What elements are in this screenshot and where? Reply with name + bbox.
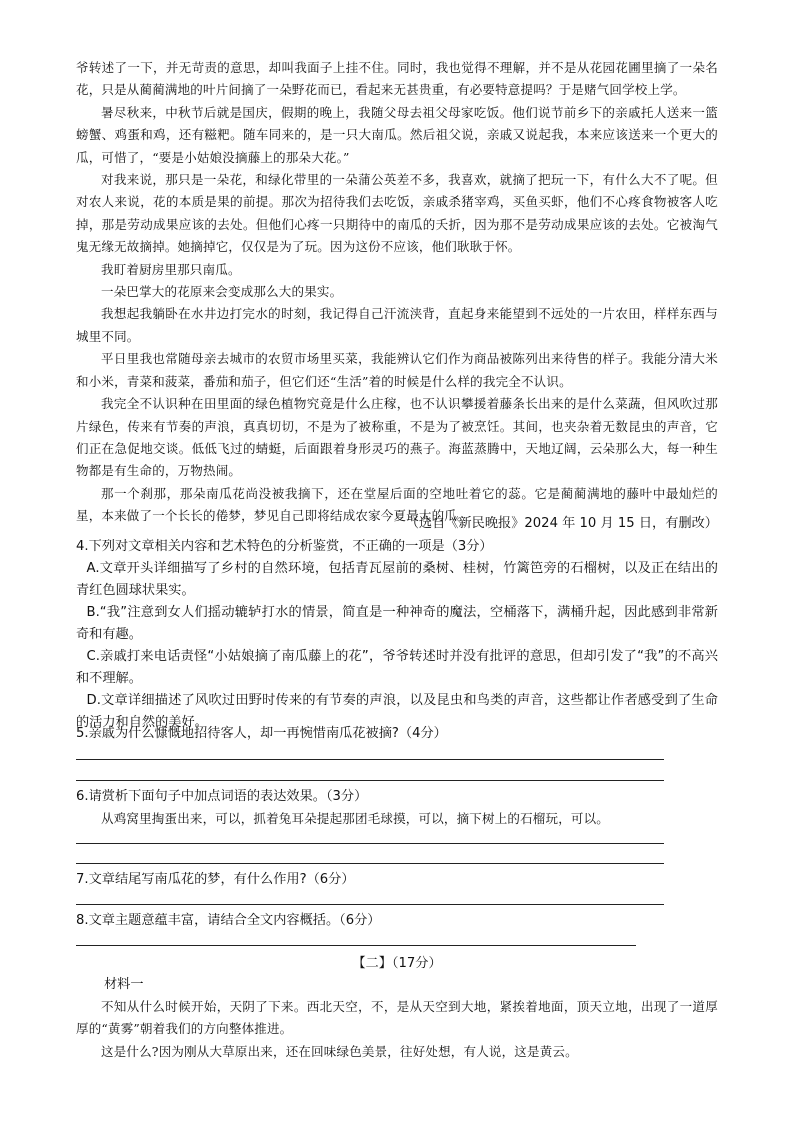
option-b: B.“我”注意到女人们摇动辘轳打水的情景，简直是一种神奇的魔法，空桶落下，满桶升起，因此感到非常新奇和有趣。 bbox=[76, 605, 718, 642]
question-6: 6.请赏析下面句子中加点词语的表达效果。（3分） bbox=[76, 789, 368, 804]
question-6-sentence: 从鸡窝里掏蛋出来，可以，抓着兔耳朵提起那团毛球摸，可以，摘下树上的石榴玩，可以。 bbox=[101, 811, 610, 826]
story-paragraph: 爷转述了一下，并无苛责的意思，却叫我面子上挂不住。同时，我也觉得不理解，并不是从花园花圃里摘了一朵名花，只是从蔺蔺满地的叶片间摘了一朵野花而已，看起来无甚贵重，有必要特意提吗？于是赌气回学校上学。 bbox=[76, 60, 718, 98]
story-paragraph: 暑尽秋来，中秋节后就是国庆，假期的晚上，我随父母去祖父母家吃饭。他们说节前乡下的亲戚托人送来一篮螃蟹、鸡蛋和鸡，还有糍粑。随车同来的，是一只大南瓜。然后祖父说，亲戚又说起我，本来应该送来一个更大的瓜，可惜了，“要是小姑娘没摘藤上的那朵大花。” bbox=[76, 104, 718, 165]
question-5: 5.亲戚为什么慷慨地招待客人，却一再惋惜南瓜花被摘?（4分） bbox=[76, 726, 447, 741]
option-a: A.文章开头详细描写了乡村的自然环境，包括青瓦屋前的桑树、桂树，竹篱笆旁的石榴树，以及正在结出的青红色圆球状果实。 bbox=[76, 561, 718, 598]
section-2-title: 【二】（17分） bbox=[352, 956, 442, 971]
question-4-stem: 4.下列对文章相关内容和艺术特色的分析鉴赏，不正确的一项是（3分） bbox=[76, 539, 493, 554]
section-2-text bbox=[76, 996, 718, 1063]
option-d: D.文章详细描述了风吹过田野时传来的有节奏的声浪，以及昆虫和鸟类的声音，这些都让作者感受到了生命的活力和自然的美好。 bbox=[76, 693, 718, 730]
question-7: 7.文章结尾写南瓜花的梦，有什么作用?（6分） bbox=[76, 872, 355, 887]
answer-line[interactable] bbox=[76, 904, 664, 905]
story-paragraph: 那一个刹那，那朵南瓜花尚没被我摘下，还在堂屋后面的空地吐着它的蕊。它是蔺蔺满地的藤叶中最灿烂的星，本来做了一个长长的倦梦，梦见自己即将结成农家今夏最大的瓜。 bbox=[76, 485, 718, 524]
source-citation: （选自《新民晚报》2024 年 10 月 15 日，有删改） bbox=[405, 516, 718, 531]
option-c: C.亲戚打来电话责怪“小姑娘摘了南瓜藤上的花”，爷爷转述时并没有批评的意思，但却引发了“我”的不高兴和不理解。 bbox=[76, 649, 718, 686]
answer-line[interactable] bbox=[76, 863, 664, 864]
material-label: 材料一 bbox=[104, 977, 144, 992]
answer-line[interactable] bbox=[76, 759, 664, 760]
story-paragraph: 我想起我躺卧在水井边打完水的时刻，我记得自己汗流浃背，直起身来能望到不远处的一片农田，样样东西与城里不同。 bbox=[76, 306, 718, 344]
section-2-paragraph: 这是什么?因为刚从大草原出来，还在回味绿色美景，往好处想，有人说，这是黄云。 bbox=[101, 1043, 578, 1059]
story-paragraph: 我完全不认识种在田里面的绿色植物究竟是什么庄稼，也不认识攀援着藤条长出来的是什么菜蔬，但风吹过那片绿色，传来有节奏的声浪，真真切切，不是为了被称重，不是为了被烹饪。其间，也夹杂着无数昆虫的声音，它们正在急促地交谈。低低飞过的蜻蜓，后面跟着身形灵巧的燕子。海蓝蒸腾中，天地辽阔，云朵那么大，每一种生物都是有生命的，万物热闹。 bbox=[76, 396, 718, 479]
story-paragraph: 一朵巴掌大的花原来会变成那么大的果实。 bbox=[101, 284, 343, 300]
answer-line[interactable] bbox=[76, 843, 664, 844]
answer-line[interactable] bbox=[76, 945, 636, 946]
story-paragraph: 对我来说，那只是一朵花，和绿化带里的一朵蒲公英差不多，我喜欢，就摘了把玩一下，有什么大不了呢。但对农人来说，花的本质是果的前提。那次为招待我们去吃饭，亲戚杀猪宰鸡，买鱼买虾，他们不心疼食物被客人吃掉，那是劳动成果应该的去处。但他们心疼一只期待中的南瓜的夭折，因为那不是劳动成果应该的去处。它被淘气鬼无缘无故摘掉。她摘掉它，仅仅是为了玩。因为这份不应该，他们耿耿于怀。 bbox=[76, 172, 718, 255]
section-2-paragraph: 不知从什么时候开始，天阴了下来。西北天空，不，是从天空到大地，紧挨着地面，顶天立地，出现了一道厚厚的“黄雾”朝着我们的方向整体推进。 bbox=[76, 999, 718, 1037]
story-paragraph: 平日里我也常随母亲去城市的农贸市场里买菜，我能辨认它们作为商品被陈列出来待售的样子。我能分清大米和小米，青菜和菠菜，番茄和茄子，但它们还“生活”着的时候是什么样的我完全不认识。 bbox=[76, 351, 718, 389]
question-4 bbox=[76, 536, 718, 734]
question-8: 8.文章主题意蕴丰富，请结合全文内容概括。（6分） bbox=[76, 913, 381, 928]
story-paragraph: 我盯着厨房里那只南瓜。 bbox=[101, 261, 241, 277]
answer-line[interactable] bbox=[76, 780, 664, 781]
story-text bbox=[76, 57, 718, 528]
